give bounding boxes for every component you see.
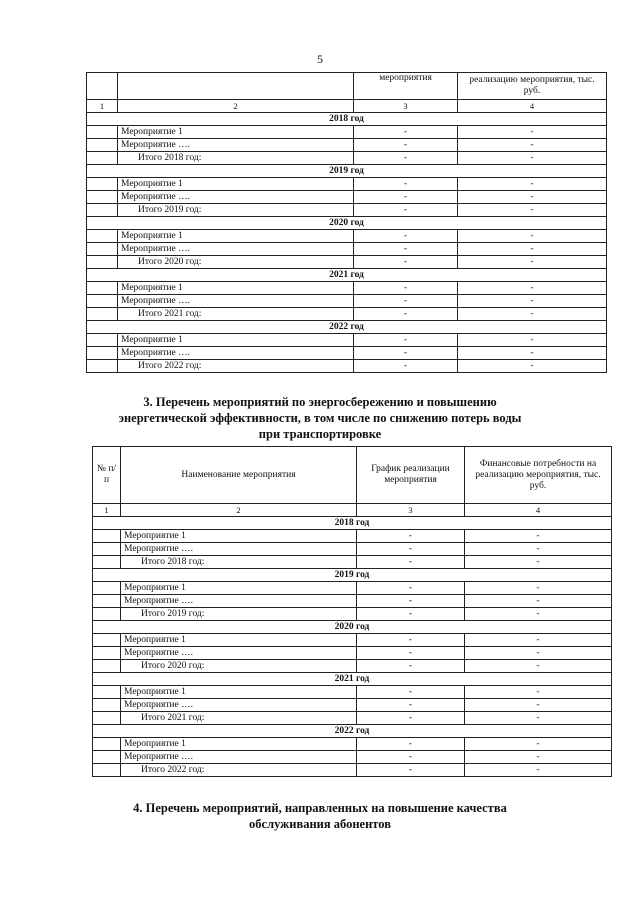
year-row — [87, 321, 607, 334]
table-row — [87, 347, 607, 360]
row-number-cell — [87, 204, 118, 217]
schedule-cell: - — [354, 152, 458, 165]
finance-cell: - — [458, 204, 607, 217]
schedule-cell: - — [354, 230, 458, 243]
schedule-cell: - — [354, 282, 458, 295]
row-number-cell — [87, 334, 118, 347]
table-row — [93, 751, 612, 764]
event-name-cell: Мероприятие 1 — [121, 530, 357, 543]
total-row — [93, 608, 612, 621]
finance-cell: - — [458, 243, 607, 256]
schedule-cell: - — [357, 543, 465, 556]
table-row — [87, 139, 607, 152]
event-name-cell: Мероприятие 1 — [118, 282, 354, 295]
table-row — [87, 191, 607, 204]
schedule-cell: - — [354, 191, 458, 204]
year-label: 2021 год — [93, 673, 612, 686]
total-row — [87, 360, 607, 373]
finance-cell: - — [465, 530, 612, 543]
finance-cell: - — [458, 230, 607, 243]
schedule-cell: - — [357, 751, 465, 764]
table-row — [93, 634, 612, 647]
row-number-cell — [93, 634, 121, 647]
header-col-name — [118, 73, 354, 100]
finance-cell: - — [458, 139, 607, 152]
table-row — [87, 230, 607, 243]
event-name-cell: Мероприятие …. — [121, 699, 357, 712]
finance-cell: - — [465, 712, 612, 725]
event-name-cell: Мероприятие 1 — [121, 738, 357, 751]
schedule-cell: - — [357, 712, 465, 725]
year-row — [93, 517, 612, 530]
finance-cell: - — [465, 556, 612, 569]
event-name-cell: Мероприятие 1 — [118, 334, 354, 347]
total-row — [93, 556, 612, 569]
row-number-cell — [93, 738, 121, 751]
event-name-cell: Мероприятие 1 — [118, 230, 354, 243]
column-number-cell: 4 — [458, 100, 607, 113]
header-col-number — [87, 73, 118, 100]
events-table-continued — [86, 72, 607, 373]
row-number-cell — [87, 126, 118, 139]
schedule-cell: - — [354, 295, 458, 308]
row-number-cell — [87, 360, 118, 373]
event-name-cell: Мероприятие 1 — [121, 634, 357, 647]
schedule-cell: - — [357, 647, 465, 660]
table-row — [93, 738, 612, 751]
finance-cell: - — [465, 764, 612, 777]
section-4-heading-line: обслуживания абонентов — [249, 817, 391, 831]
year-row — [87, 113, 607, 126]
finance-cell: - — [465, 686, 612, 699]
schedule-cell: - — [354, 204, 458, 217]
row-number-cell — [93, 608, 121, 621]
table-row — [93, 543, 612, 556]
finance-cell: - — [458, 282, 607, 295]
event-name-cell: Мероприятие 1 — [118, 126, 354, 139]
year-label: 2018 год — [87, 113, 607, 126]
schedule-cell: - — [354, 334, 458, 347]
table-row — [87, 243, 607, 256]
header-col-number: № п/п — [93, 447, 121, 504]
column-numbering-row — [93, 504, 612, 517]
row-number-cell — [93, 660, 121, 673]
schedule-cell: - — [357, 764, 465, 777]
table-row — [93, 686, 612, 699]
row-number-cell — [93, 530, 121, 543]
year-row — [93, 569, 612, 582]
schedule-cell: - — [354, 243, 458, 256]
column-number-cell: 4 — [465, 504, 612, 517]
event-name-cell: Мероприятие 1 — [121, 582, 357, 595]
section-3-heading — [0, 394, 640, 442]
year-row — [93, 621, 612, 634]
row-number-cell — [87, 282, 118, 295]
event-name-cell: Итого 2018 год: — [121, 556, 357, 569]
row-number-cell — [87, 230, 118, 243]
finance-cell: - — [458, 360, 607, 373]
table-row — [87, 334, 607, 347]
section-3-heading-line: 3. Перечень мероприятий по энергосбережению и повышению — [143, 395, 497, 409]
table-row — [87, 126, 607, 139]
event-name-cell: Итого 2019 год: — [118, 204, 354, 217]
total-row — [93, 712, 612, 725]
event-name-cell: Итого 2021 год: — [118, 308, 354, 321]
event-name-cell: Итого 2022 год: — [118, 360, 354, 373]
year-label: 2019 год — [87, 165, 607, 178]
finance-cell: - — [465, 738, 612, 751]
schedule-cell: - — [357, 634, 465, 647]
finance-cell: - — [465, 647, 612, 660]
total-row — [93, 764, 612, 777]
table-row — [87, 178, 607, 191]
finance-cell: - — [458, 178, 607, 191]
total-row — [87, 204, 607, 217]
row-number-cell — [93, 686, 121, 699]
row-number-cell — [93, 556, 121, 569]
header-col-finance: Финансовые потребности на реализацию мероприятия, тыс. руб. — [465, 447, 612, 504]
row-number-cell — [87, 152, 118, 165]
event-name-cell: Мероприятие …. — [121, 751, 357, 764]
table-row — [93, 647, 612, 660]
year-row — [93, 725, 612, 738]
finance-cell: - — [458, 295, 607, 308]
finance-cell: - — [465, 582, 612, 595]
schedule-cell: - — [354, 360, 458, 373]
row-number-cell — [93, 647, 121, 660]
row-number-cell — [87, 256, 118, 269]
row-number-cell — [87, 347, 118, 360]
column-number-cell: 1 — [93, 504, 121, 517]
schedule-cell: - — [357, 595, 465, 608]
header-col-finance: реализацию мероприятия, тыс. руб. — [458, 73, 607, 100]
row-number-cell — [87, 139, 118, 152]
year-row — [87, 217, 607, 230]
table-row — [87, 282, 607, 295]
section-3-heading-line: энергетической эффективности, в том числе по снижению потерь воды — [118, 411, 522, 425]
schedule-cell: - — [354, 178, 458, 191]
finance-cell: - — [458, 191, 607, 204]
schedule-cell: - — [354, 347, 458, 360]
row-number-cell — [93, 582, 121, 595]
event-name-cell: Итого 2020 год: — [121, 660, 357, 673]
page-number: 5 — [317, 52, 323, 66]
column-number-cell: 2 — [121, 504, 357, 517]
energy-saving-events-table — [92, 446, 612, 777]
column-number-cell: 3 — [354, 100, 458, 113]
event-name-cell: Мероприятие …. — [121, 595, 357, 608]
event-name-cell: Итого 2020 год: — [118, 256, 354, 269]
table-header-row — [93, 447, 612, 504]
section-4-heading — [0, 800, 640, 832]
event-name-cell: Итого 2018 год: — [118, 152, 354, 165]
column-number-cell: 3 — [357, 504, 465, 517]
event-name-cell: Мероприятие 1 — [121, 686, 357, 699]
table-row — [93, 582, 612, 595]
row-number-cell — [93, 751, 121, 764]
year-row — [87, 165, 607, 178]
event-name-cell: Итого 2021 год: — [121, 712, 357, 725]
schedule-cell: - — [354, 256, 458, 269]
event-name-cell: Мероприятие 1 — [118, 178, 354, 191]
year-label: 2018 год — [93, 517, 612, 530]
schedule-cell: - — [357, 686, 465, 699]
schedule-cell: - — [357, 660, 465, 673]
finance-cell: - — [458, 334, 607, 347]
header-col-schedule: График реализации мероприятия — [357, 447, 465, 504]
finance-cell: - — [465, 634, 612, 647]
schedule-cell: - — [354, 126, 458, 139]
table-row — [93, 595, 612, 608]
header-col-schedule: мероприятия — [354, 73, 458, 100]
finance-cell: - — [458, 308, 607, 321]
column-numbering-row — [87, 100, 607, 113]
total-row — [87, 152, 607, 165]
year-row — [93, 673, 612, 686]
row-number-cell — [87, 243, 118, 256]
schedule-cell: - — [354, 308, 458, 321]
year-label: 2019 год — [93, 569, 612, 582]
header-col-name: Наименование мероприятия — [121, 447, 357, 504]
schedule-cell: - — [357, 738, 465, 751]
section-3-heading-line: при транспортировке — [258, 427, 382, 441]
row-number-cell — [87, 295, 118, 308]
column-number-cell: 1 — [87, 100, 118, 113]
schedule-cell: - — [357, 582, 465, 595]
finance-cell: - — [465, 699, 612, 712]
year-label: 2020 год — [87, 217, 607, 230]
event-name-cell: Мероприятие …. — [118, 243, 354, 256]
event-name-cell: Мероприятие …. — [118, 139, 354, 152]
row-number-cell — [93, 764, 121, 777]
year-label: 2022 год — [93, 725, 612, 738]
year-label: 2022 год — [87, 321, 607, 334]
year-label: 2020 год — [93, 621, 612, 634]
table-row — [93, 530, 612, 543]
event-name-cell: Мероприятие …. — [121, 647, 357, 660]
schedule-cell: - — [357, 556, 465, 569]
schedule-cell: - — [357, 699, 465, 712]
total-row — [93, 660, 612, 673]
event-name-cell: Мероприятие …. — [121, 543, 357, 556]
finance-cell: - — [458, 152, 607, 165]
finance-cell: - — [465, 595, 612, 608]
event-name-cell: Мероприятие …. — [118, 347, 354, 360]
table-header-row — [87, 73, 607, 100]
total-row — [87, 256, 607, 269]
event-name-cell: Итого 2022 год: — [121, 764, 357, 777]
row-number-cell — [93, 712, 121, 725]
table-row — [87, 295, 607, 308]
finance-cell: - — [458, 256, 607, 269]
year-row — [87, 269, 607, 282]
event-name-cell: Итого 2019 год: — [121, 608, 357, 621]
event-name-cell: Мероприятие …. — [118, 191, 354, 204]
finance-cell: - — [458, 126, 607, 139]
row-number-cell — [93, 543, 121, 556]
schedule-cell: - — [354, 139, 458, 152]
row-number-cell — [87, 308, 118, 321]
row-number-cell — [87, 178, 118, 191]
row-number-cell — [93, 595, 121, 608]
finance-cell: - — [465, 608, 612, 621]
column-number-cell: 2 — [118, 100, 354, 113]
year-label: 2021 год — [87, 269, 607, 282]
row-number-cell — [93, 699, 121, 712]
event-name-cell: Мероприятие …. — [118, 295, 354, 308]
finance-cell: - — [465, 751, 612, 764]
section-4-heading-line: 4. Перечень мероприятий, направленных на повышение качества — [133, 801, 507, 815]
finance-cell: - — [458, 347, 607, 360]
finance-cell: - — [465, 660, 612, 673]
finance-cell: - — [465, 543, 612, 556]
table-row — [93, 699, 612, 712]
total-row — [87, 308, 607, 321]
row-number-cell — [87, 191, 118, 204]
schedule-cell: - — [357, 608, 465, 621]
schedule-cell: - — [357, 530, 465, 543]
